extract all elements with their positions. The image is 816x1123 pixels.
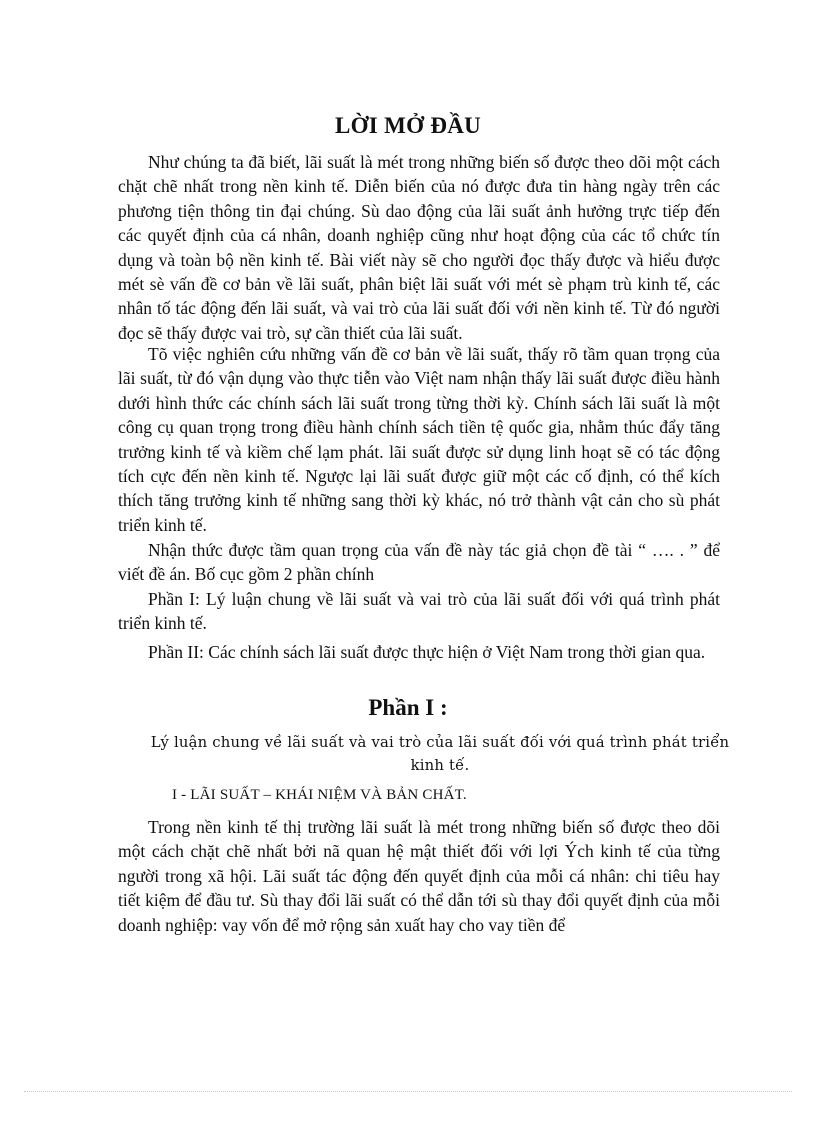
intro-paragraph-3: Nhận thức được tầm quan trọng của vấn đề này tác giả chọn đề tài “ …. . ” để viết đề án. Bố cục gồm 2 phần chính bbox=[118, 540, 720, 585]
page-title: LỜI MỞ ĐẦU bbox=[334, 113, 482, 138]
intro-paragraph-1: Như chúng ta đã biết, lãi suất là mét trong những biến số được theo dõi một cách chặt chẽ nhất trong nền kinh tế. Diễn biến của nó được đưa tin hàng ngày trên các phương tiện thông tin đại chúng. Sù dao động của lãi suất ảnh hưởng trực tiếp đến các quyết định của cá nhân, doanh nghiệp cũng như hoạt động của các tổ chức tín dụng và toàn bộ nền kinh tế. Bài viết này sẽ cho người đọc thấy được và hiểu được mét sè vấn đề cơ bản về lãi suất, phân biệt lãi suất với mét sè phạm trù kinh tế, các nhân tố tác động đến lãi suất, và vai trò của lãi suất đối với nền kinh tế. Từ đó người đọc sẽ thấy được vai trò, sự cần thiết của lãi suất. bbox=[118, 152, 720, 343]
outline-part-1: Phần I: Lý luận chung về lãi suất và vai trò của lãi suất đối với quá trình phát triển kinh tế. bbox=[118, 589, 720, 634]
part-subtitle: Lý luận chung về lãi suất và vai trò của lãi suất đối với quá trình phát triển kinh tế. bbox=[150, 734, 730, 774]
page-bottom-rule bbox=[24, 1091, 792, 1092]
body-paragraph: Trong nền kinh tế thị trường lãi suất là mét trong những biến số được theo dõi một cách chặt chẽ nhất bởi nã quan hệ mật thiết đối với lợi Ých kinh tế của từng người trong xã hội. Lãi suất tác động đến quyết định của mỗi cá nhân: chi tiêu hay tiết kiệm để đầu tư. Sù thay đổi lãi suất có thể dẫn tới sù thay đổi quyết định của mỗi doanh nghiệp: vay vốn để mở rộng sản xuất hay cho vay tiền để bbox=[118, 817, 720, 935]
outline-part-2: Phần II: Các chính sách lãi suất được thực hiện ở Việt Nam trong thời gian qua. bbox=[148, 642, 706, 662]
part-heading: Phần I : bbox=[368, 695, 448, 720]
intro-paragraph-2: Tõ việc nghiên cứu những vấn đề cơ bản về lãi suất, thấy rõ tầm quan trọng của lãi suất, từ đó vận dụng vào thực tiễn vào Việt nam nhận thấy lãi suất được điều hành dưới hình thức các chính sách lãi suất trong từng thời kỳ. Chính sách lãi suất là một công cụ quan trọng trong điều hành chính sách tiền tệ quốc gia, nhằm thúc đẩy tăng trưởng kinh tế và kiềm chế lạm phát. lãi suất được sử dụng linh hoạt sẽ có tác động tích cực đến nền kinh tế. Ngược lại lãi suất được giữ một các cố định, có thể kích thích tăng trưởng kinh tế những sang thời kỳ khác, nó trở thành vật cản cho sù phát triển kinh tế. bbox=[118, 344, 720, 535]
section-heading: I - LÃI SUẤT – KHÁI NIỆM VÀ BẢN CHẤT. bbox=[172, 787, 467, 803]
